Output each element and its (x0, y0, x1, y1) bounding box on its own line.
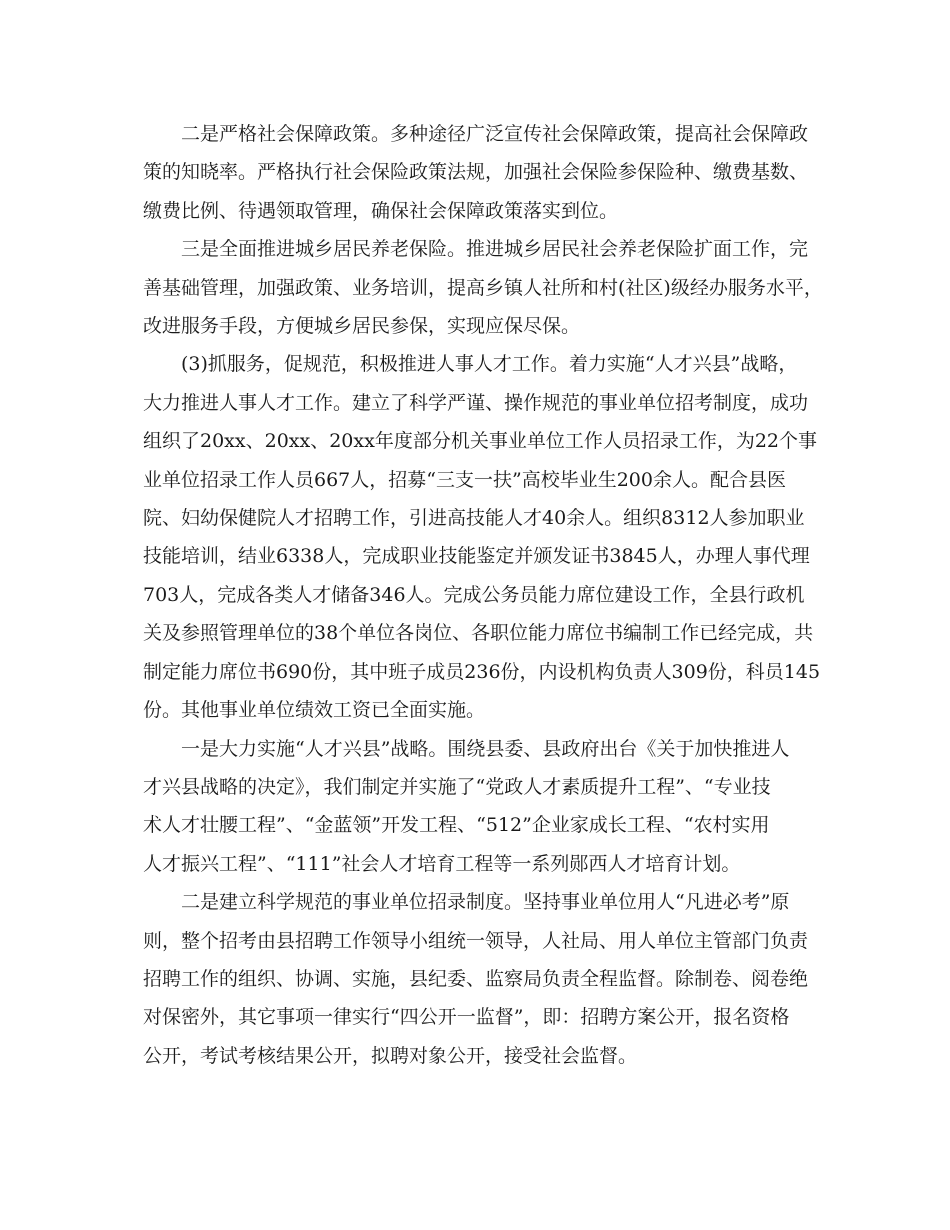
text-line: 缴费比例、待遇领取管理，确保社会保障政策落实到位。 (143, 199, 619, 222)
paragraph-social-security-policy (143, 115, 807, 230)
text-line: 大力推进人事人才工作。建立了科学严谨、操作规范的事业单位招考制度，成功 (143, 391, 809, 414)
text-line: 则，整个招考由县招聘工作领导小组统一领导，人社局、用人单位主管部门负责 (143, 929, 809, 952)
text-line: 才兴县战略的决定》，我们制定并实施了“党政人才素质提升工程”、“专业技 (143, 775, 771, 798)
text-line: 对保密外，其它事项一律实行“四公开一监督”，即：招聘方案公开，报名资格 (143, 1006, 790, 1029)
paragraph-pension-insurance (143, 230, 823, 345)
text-line: 公开，考试考核结果公开，拟聘对象公开，接受社会监督。 (143, 1044, 638, 1067)
text-line: 策的知晓率。严格执行社会保险政策法规，加强社会保险参保险种、缴费基数、 (143, 161, 809, 184)
text-line: 术人才壮腰工程”、“金蓝领”开发工程、“512”企业家成长工程、“农村实用 (143, 814, 770, 837)
text-line: 技能培训，结业6338人，完成职业技能鉴定并颁发证书3845人，办理人事代理 (143, 545, 810, 568)
text-line: 善基础管理，加强政策、业务培训，提高乡镇人社所和村(社区)级经办服务水平， (143, 276, 823, 299)
paragraph-talent-strategy (143, 730, 807, 884)
text-line: 一是大力实施“人才兴县”战略。围绕县委、县政府出台《关于加快推进人 (181, 737, 790, 760)
text-line: 院、妇幼保健院人才招聘工作，引进高技能人才40余人。组织8312人参加职业 (143, 507, 805, 530)
paragraph-recruitment-system (143, 883, 807, 1075)
document-body (143, 115, 823, 1075)
paragraph-personnel-talent-work (143, 345, 821, 729)
text-line: 份。其他事业单位绩效工资已全面实施。 (143, 699, 486, 722)
text-line: 业单位招录工作人员667人，招募“三支一扶”高校毕业生200余人。配合县医 (143, 468, 786, 491)
text-line: 人才振兴工程”、“111”社会人才培育工程等一系列郧西人才培育计划。 (143, 852, 741, 875)
text-line: 三是全面推进城乡居民养老保险。推进城乡居民社会养老保险扩面工作，完 (181, 238, 809, 261)
text-line: 703人，完成各类人才储备346人。完成公务员能力席位建设工作，全县行政机 (143, 583, 805, 606)
text-line: (3)抓服务，促规范，积极推进人事人才工作。着力实施“人才兴县”战略， (181, 353, 798, 376)
text-line: 改进服务手段，方便城乡居民参保，实现应保尽保。 (143, 315, 581, 338)
text-line: 组织了20xx、20xx、20xx年度部分机关事业单位工作人员招录工作，为22个事 (143, 430, 818, 453)
text-line: 招聘工作的组织、协调、实施，县纪委、监察局负责全程监督。除制卷、阅卷绝 (143, 967, 809, 990)
text-line: 关及参照管理单位的38个单位各岗位、各职位能力席位书编制工作已经完成，共 (143, 622, 814, 645)
text-line: 二是严格社会保障政策。多种途径广泛宣传社会保障政策，提高社会保障政 (181, 123, 809, 145)
text-line: 制定能力席位书690份，其中班子成员236份，内设机构负责人309份，科员145 (143, 660, 821, 683)
text-line: 二是建立科学规范的事业单位招录制度。坚持事业单位用人“凡进必考”原 (181, 891, 790, 914)
